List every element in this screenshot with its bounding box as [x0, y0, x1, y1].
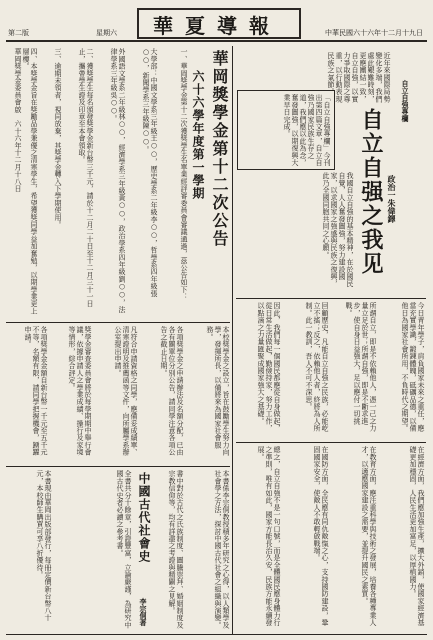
page-bottom-rule [6, 634, 427, 635]
main-article-col: 所謂自立，即是不依賴他人，憑一己之力量立足於世；所謂自強，即是不斷求進步，使自身日益強大，足以應付一切挑戰。 [345, 302, 377, 432]
section-divider [236, 442, 426, 443]
scholarship-col: 大學部：中國文學系三年級王○○，歷史學系二年級李○○，哲學系四年級張○○，新聞學系三年級陳○○。 [142, 48, 158, 297]
issue-date: 中華民國六十六年十二月十九日 [325, 29, 423, 37]
main-article-col: 在經濟方面，我們應加強生產，擴大外銷，使國家經濟基礎更加穩固，人民生活更加富足，以厚植國力。 [409, 446, 425, 626]
main-article-col: 今日青年學子，肩負國家未來之重任，應當充實學識，鍛鍊體魄，砥礪品德，以備他日為國家社會所用，不負時代之期望。 [401, 302, 425, 432]
main-article-col: 回顧歷史，凡能自立自強之民族，必能屹立不搖；反之，依賴他人者，終將為人所制。此一教訓，吾人不可不深思。 [305, 302, 329, 432]
page-number: 第二版 [8, 29, 29, 37]
section-divider [236, 298, 426, 299]
mid-article-col: 各項獎學金金額自新台幣一千元至五千元不等，名額有限，請同學把握機會，踴躍申請。 [24, 326, 48, 456]
book-col: 本書現由華岡出版部發行，每冊定價新台幣八十元，本校師生購買可享八折優待。 [36, 470, 52, 622]
mid-article-col: 本校獎學金之設立，旨在鼓勵學生努力向學，發揮所長，以備將來為國家社會服務。 [206, 326, 230, 456]
main-article-title: 自立自强之我见 [358, 108, 384, 276]
main-article-col: 因此，我們每一個國民都應從自身做起，從日常生活做起，勤儉持家，努力工作，以點滴之力量匯聚成國家強大之基礎。 [257, 302, 281, 432]
main-article-col: 在國防方面，全民應有同仇敵愾之心，支持國防建設，鞏固國家安全，使敵人不敢輕啟戰端。 [313, 446, 329, 626]
book-col: 書中對於古代之氏族制度、圖騰崇拜、婚姻制度及宗教信仰等，均有詳盡之考證與精闢之見解。 [168, 470, 184, 629]
mid-article-col: 凡符合申請資格之同學，應備妥成績單、清寒證明及推薦函等文件，向所屬學系辦公室提出申請。 [114, 326, 138, 456]
intro-box-text: 「自立自強專欄」今刊出第四篇文章，自立自強乃國家民族生存之道，我們應以此為念，奮發圖強，以期復興大業早日完成。 [283, 94, 331, 166]
masthead: 華夏導報 [153, 14, 281, 38]
section-divider [6, 466, 230, 467]
scholarship-col: 四、本獎學金旨在獎勵品學兼優之清寒學生，希望獲獎同學益加奮勉，以期學業更上層樓。 [22, 48, 38, 315]
main-article-col: 近年來國際局勢變化多端，我們處此艱難時刻，更應團結一致，自立自強，以實力爭取國際之尊重，以行動表現民族之氣節。 [327, 52, 391, 103]
book-title: 中國古代社會史 [137, 472, 151, 563]
weekday: 星期六 [96, 29, 117, 37]
main-article-byline: 政治一朱偉鐸 [387, 175, 397, 223]
book-col: 全書共分十餘章，引證豐富，立論嚴謹，為研究中國古代史者必讀之參考書。 [116, 470, 132, 629]
section-divider [6, 322, 230, 323]
scholarship-subtitle: 六十六學年度第一學期 [191, 70, 205, 200]
main-article-col: 我國自立自強的基本精神，在於國民自覺，人人奮發圖強，努力建設國家，以求國家之強盛與民族之復興，此乃全國同胞共同之心願。 [322, 172, 354, 288]
mid-article-col: 獎學金審查委員會將於每學期期中舉行會議，依據申請人之學業成績、操行及家境等情形，綜合評定。 [68, 326, 92, 456]
main-article-col: 在教育方面，應注重科學與技術之發展，培養各種專業人才，以適應國家建設之需要，並提升國民之素質。 [361, 446, 377, 626]
book-col: 本書係李宗侗教授積多年研究之心得，以人類學及社會學之方法，探討中國古代社會之組織與演變。 [214, 470, 230, 629]
main-article-col: 總之，自立自強不是一句口號，而是全體國民應身體力行之準則，唯有如此，國家方能長治久安，民族方能永續發展。 [257, 446, 281, 626]
scholarship-title: 華岡獎學金第十二次公告 [210, 50, 229, 248]
column-divider [232, 46, 233, 634]
scholarship-col: 外國語文學系二年級林○○，經濟學系三年級黃○○，政治學系四年級劉○○，法律學系三年級吳○○。 [110, 48, 126, 314]
scholarship-col: 二、獲獎學生每名頒發獎學金新台幣三千元，請於十二月二十日至十二月三十一日止，攜帶學生證及印章至本會領取。 [78, 48, 94, 308]
column-label: 自立自強專欄 [401, 80, 410, 122]
intro-box [237, 90, 335, 170]
scholarship-col: 三、逾期未領者，視同放棄，其獎學金轉入下學期使用。 [54, 48, 62, 228]
scholarship-col: 一、華岡獎學金第十二次獲獎學生名單業經評審委員會審議通過，茲公告如下： [180, 48, 188, 300]
scholarship-col: 華岡獎學金委員會啟 六十六年十二月十八日 [14, 48, 22, 192]
header-rule [6, 41, 427, 42]
mid-article-col: 各項獎學金之申請辦法及名額分配，已由各有關單位分別公告，請同學注意各項公告之截止日期。 [160, 326, 184, 456]
book-author: 李宗侗著 [139, 598, 148, 626]
